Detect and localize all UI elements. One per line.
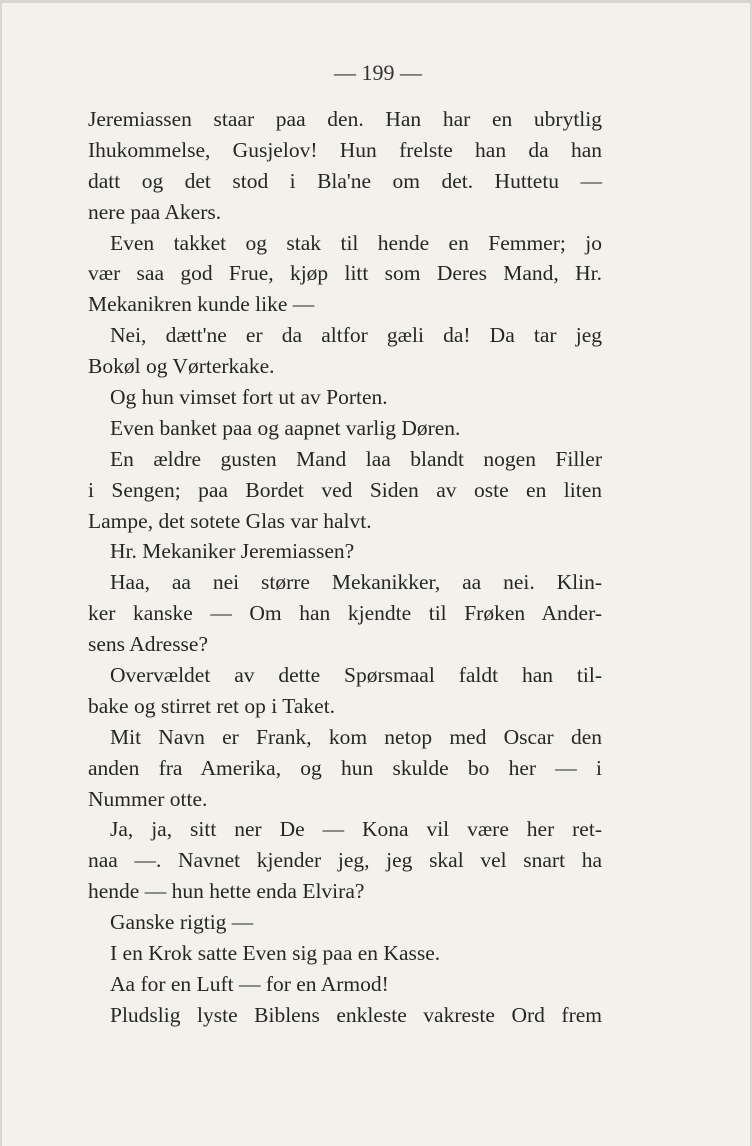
text-line: Jeremiassen staar paa den. Han har en ubrytlig <box>88 107 602 131</box>
text-line: Ihukommelse, Gusjelov! Hun frelste han da han <box>88 137 602 162</box>
text-line: Haa, aa nei større Mekanikker, aa nei. Klin- <box>110 570 602 595</box>
text-line: En ældre gusten Mand laa blandt nogen Filler <box>110 446 602 471</box>
text-line: i Sengen; paa Bordet ved Siden av oste en liten <box>88 477 602 502</box>
text-line: bake og stirret ret op i Taket. <box>88 693 336 718</box>
text-line: datt og det stod i Bla'ne om det. Huttetu — <box>88 168 602 193</box>
text-line: Ganske rigtig — <box>110 910 254 935</box>
text-line: Nei, dætt'ne er da altfor gæli da! Da tar jeg <box>110 323 602 348</box>
text-line: Hr. Mekaniker Jeremiassen? <box>110 539 355 564</box>
text-line: Bokøl og Vørterkake. <box>88 354 275 379</box>
text-line: anden fra Amerika, og hun skulde bo her — i <box>88 755 602 780</box>
text-line: sens Adresse? <box>88 632 209 657</box>
text-line: Even banket paa og aapnet varlig Døren. <box>110 415 461 440</box>
body-text <box>88 104 602 1031</box>
text-line: Aa for en Luft — for en Armod! <box>110 971 389 996</box>
text-line: Even takket og stak til hende en Femmer; jo <box>110 230 602 255</box>
text-line: hende — hun hette enda Elvira? <box>88 879 365 904</box>
text-line: Nummer otte. <box>88 786 208 811</box>
text-line: Lampe, det sotete Glas var halvt. <box>88 508 372 533</box>
text-line: I en Krok satte Even sig paa en Kasse. <box>110 941 441 966</box>
text-line: Mekanikren kunde like — <box>88 292 315 317</box>
text-line: Pludslig lyste Biblens enkleste vakreste Ord frem <box>110 1002 602 1027</box>
page-number: — 199 — <box>334 60 422 85</box>
text-line: nere paa Akers. <box>88 199 222 224</box>
text-line: vær saa god Frue, kjøp litt som Deres Mand, Hr. <box>88 261 602 286</box>
text-line: ker kanske — Om han kjendte til Frøken Ander- <box>88 601 602 626</box>
page-top-edge <box>2 0 752 3</box>
text-line: Overvældet av dette Spørsmaal faldt han til- <box>110 663 602 688</box>
text-line: Ja, ja, sitt ner De — Kona vil være her ret- <box>110 817 602 842</box>
text-line: Og hun vimset fort ut av Porten. <box>110 385 388 410</box>
text-line: Mit Navn er Frank, kom netop med Oscar den <box>110 724 602 749</box>
text-line: naa —. Navnet kjender jeg, jeg skal vel snart ha <box>88 848 602 873</box>
